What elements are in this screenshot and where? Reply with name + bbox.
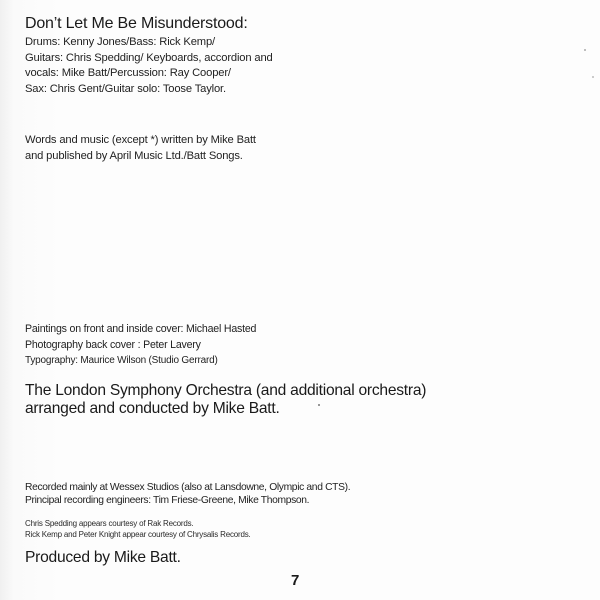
typography-credit: Typography: Maurice Wilson (Studio Gerrard): [25, 355, 218, 366]
page-number: 7: [291, 572, 300, 589]
courtesy-note: Rick Kemp and Peter Knight appear courtesy of Chrysalis Records.: [25, 529, 251, 539]
courtesy-note: Chris Spedding appears courtesy of Rak Records.: [25, 519, 194, 528]
engineer-credit-line: Principal recording engineers: Tim Friese-Greene, Mike Thompson.: [25, 495, 310, 506]
print-speck: [584, 49, 586, 51]
musician-credit-line: Drums: Kenny Jones/Bass: Rick Kemp/: [25, 36, 215, 48]
musician-credit-line: Sax: Chris Gent/Guitar solo: Toose Taylor.: [25, 82, 226, 95]
recording-credits-section: [25, 481, 350, 507]
orchestra-credits-section: [25, 382, 426, 418]
orchestra-credit-line: The London Symphony Orchestra (and additional orchestra): [25, 382, 427, 399]
publishing-credit-line: and published by April Music Ltd./Batt Songs.: [25, 149, 243, 162]
studio-credit-line: Recorded mainly at Wessex Studios (also at Lansdowne, Olympic and CTS).: [25, 482, 351, 493]
musician-credit-line: Guitars: Chris Spedding/ Keyboards, accordion and: [25, 51, 273, 64]
producer-credit: Produced by Mike Batt.: [25, 549, 181, 566]
artwork-credits-section: [25, 321, 256, 369]
writing-credit-line: Words and music (except *) written by Mike Batt: [25, 134, 256, 146]
song-credits-section: [25, 15, 273, 97]
writing-credits-section: [25, 133, 256, 164]
song-title-heading: Don’t Let Me Be Misunderstood:: [25, 15, 248, 32]
courtesy-notes-section: [25, 519, 251, 540]
print-speck: [318, 404, 320, 406]
paintings-credit: Paintings on front and inside cover: Michael Hasted: [25, 323, 257, 335]
print-speck: [592, 76, 594, 78]
arranger-credit-line: arranged and conducted by Mike Batt.: [25, 400, 280, 417]
photography-credit: Photography back cover : Peter Lavery: [25, 339, 201, 351]
musician-credit-line: vocals: Mike Batt/Percussion: Ray Cooper/: [25, 67, 231, 79]
